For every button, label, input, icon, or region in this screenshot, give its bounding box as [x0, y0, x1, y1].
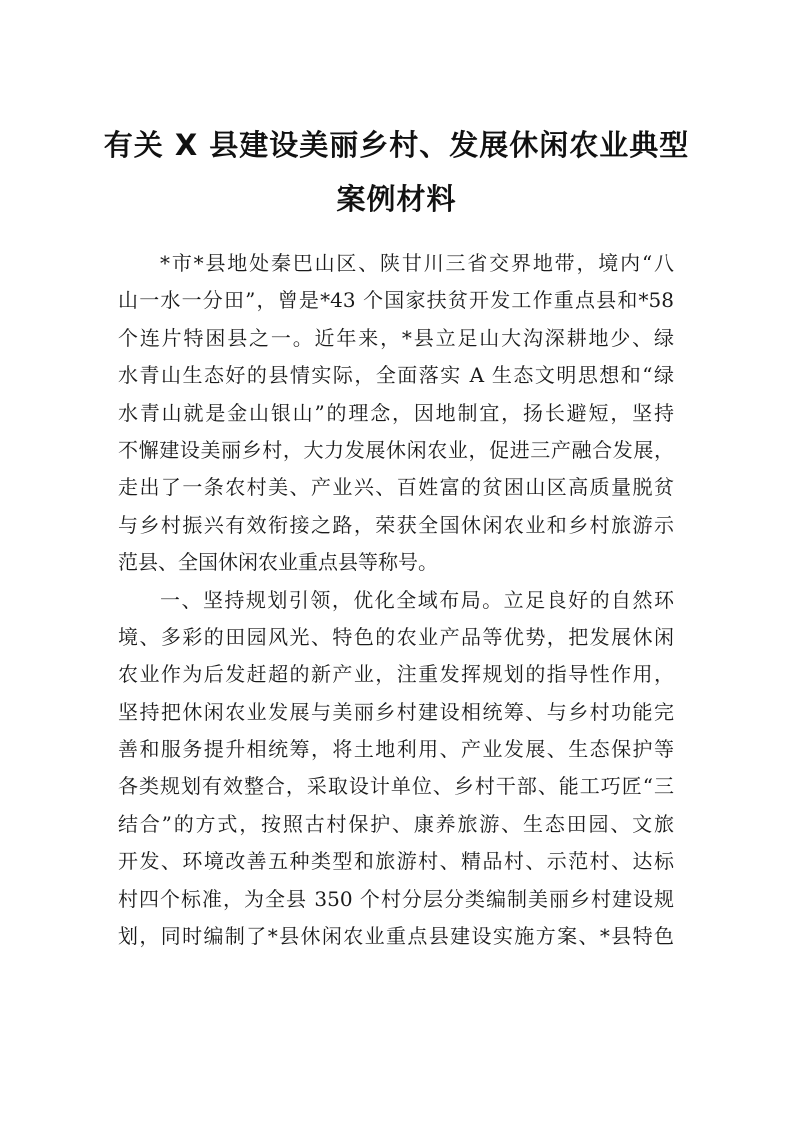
text-line: 山一水一分田”，曾是*43 个国家扶贫开发工作重点县和*58	[118, 288, 674, 313]
title-line-2: 案例材料	[336, 182, 457, 216]
text-line: 善和服务提升相统筹，将土地利用、产业发展、生态保护等	[118, 737, 674, 762]
text-line: 水青山就是金山银山”的理念，因地制宜，扬长避短，坚持	[118, 400, 674, 425]
text-line: *市*县地处秦巴山区、陕甘川三省交界地带，境内“八	[160, 251, 674, 275]
document-body	[118, 245, 674, 955]
title-line-1: 有关 X 县建设美丽乡村、发展休闲农业典型	[103, 128, 690, 162]
text-line: 开发、环境改善五种类型和旅游村、精品村、示范村、达标	[118, 849, 674, 874]
text-line: 一、坚持规划引领，优化全域布局。立足良好的自然环	[160, 587, 674, 612]
text-line: 村四个标准，为全县 350 个村分层分类编制美丽乡村建设规	[118, 886, 674, 911]
text-line: 与乡村振兴有效衔接之路，荣获全国休闲农业和乡村旅游示	[118, 512, 674, 537]
text-line: 范县、全国休闲农业重点县等称号。	[118, 550, 438, 575]
text-line: 划，同时编制了*县休闲农业重点县建设实施方案、*县特色	[118, 924, 674, 949]
text-line: 走出了一条农村美、产业兴、百姓富的贫困山区高质量脱贫	[118, 475, 674, 500]
paragraph-1	[118, 245, 674, 582]
text-line: 坚持把休闲农业发展与美丽乡村建设相统筹、与乡村功能完	[118, 699, 674, 724]
text-line: 农业作为后发赶超的新产业，注重发挥规划的指导性作用，	[118, 662, 674, 687]
document-title	[100, 118, 693, 226]
text-line: 结合”的方式，按照古村保护、康养旅游、生态田园、文旅	[118, 811, 674, 836]
text-line: 境、多彩的田园风光、特色的农业产品等优势，把发展休闲	[118, 624, 674, 649]
text-line: 各类规划有效整合，采取设计单位、乡村干部、能工巧匠“三	[118, 774, 674, 799]
text-line: 水青山生态好的县情实际，全面落实 A 生态文明思想和“绿	[118, 363, 674, 388]
text-line: 不懈建设美丽乡村，大力发展休闲农业，促进三产融合发展，	[118, 437, 674, 462]
paragraph-2	[118, 582, 674, 956]
text-line: 个连片特困县之一。近年来，*县立足山大沟深耕地少、绿	[118, 325, 674, 350]
